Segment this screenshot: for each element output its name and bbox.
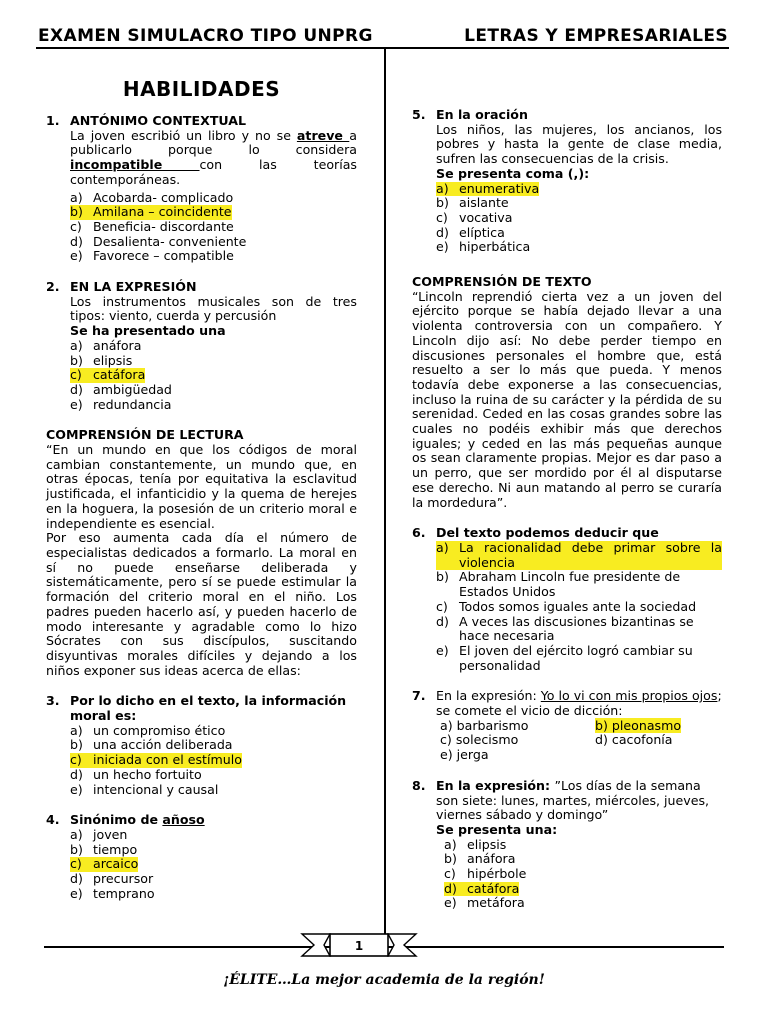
- reading-passage-2: [412, 275, 722, 510]
- underlined-word: añoso: [162, 812, 205, 828]
- question-number: 4.: [46, 812, 60, 828]
- question-5: [412, 108, 722, 255]
- option: d) precursor: [70, 871, 154, 887]
- footer-slogan: ¡ÉLITE…La mejor academia de la región!: [223, 972, 545, 988]
- option: e) redundancia: [70, 396, 172, 412]
- option: b) tiempo: [70, 841, 138, 857]
- question-number: 1.: [46, 113, 60, 128]
- left-column: [46, 72, 357, 917]
- question-1: [46, 114, 357, 264]
- right-column: [412, 108, 722, 927]
- option: b) una acción deliberada: [70, 737, 233, 753]
- option-correct: d) catáfora: [444, 880, 520, 896]
- question-prompt: Se ha presentado una: [70, 323, 226, 339]
- option-correct: c) arcaico: [70, 856, 139, 872]
- option: c) Todos somos iguales ante la sociedad: [436, 598, 697, 614]
- question-3: [46, 694, 357, 797]
- question-prompt: Se presenta coma (,):: [436, 165, 590, 181]
- option: d) elíptica: [436, 224, 505, 240]
- question-title: Sinónimo de añoso: [70, 812, 205, 828]
- section-title: HABILIDADES: [122, 77, 281, 101]
- question-4: [46, 813, 357, 901]
- underlined-word: incompatible: [70, 157, 200, 173]
- option: c) hipérbole: [444, 866, 527, 882]
- question-number: 5.: [412, 107, 426, 122]
- question-8: [412, 779, 722, 911]
- option: e) temprano: [70, 885, 155, 901]
- option: d) Desalienta- conveniente: [70, 233, 247, 249]
- page-number-badge: [300, 932, 418, 958]
- option: c) vocativa: [436, 209, 513, 225]
- option-correct: b) pleonasmo: [595, 717, 682, 733]
- question-title: Por lo dicho en el texto, la información moral es:: [70, 693, 347, 724]
- question-6: [412, 526, 722, 673]
- option: c) solecismo: [440, 732, 519, 748]
- question-prompt: Se presenta una:: [436, 821, 558, 837]
- option: a) anáfora: [70, 337, 142, 353]
- area-title: LETRAS Y EMPRESARIALES: [464, 26, 728, 46]
- page-number: 1: [354, 939, 364, 953]
- question-number: 2.: [46, 279, 60, 295]
- option: e) Favorece – compatible: [70, 248, 234, 264]
- question-title: ANTÓNIMO CONTEXTUAL: [70, 113, 247, 128]
- question-text: La joven escribió un libro y no se atreve a publicarlo porque lo considera incompatible con las teorías contemporáneas.: [70, 127, 358, 187]
- reading-title: COMPRENSIÓN DE LECTURA: [46, 427, 244, 443]
- question-title: EN LA EXPRESIÓN: [70, 279, 197, 295]
- reading-paragraph: Por eso aumenta cada día el número de especialistas dedicados a formarlo. La moral en sí no puede enseñarse deliberada y sistemáticamente, pero sí se puede estimular la formación del criterio moral en el niño. Los padres pueden hacerlo así, y pueden hacerlo de modo interesante y agradable como lo hizo Sócrates con sus discípulos, suscitando disyuntivas morales difíciles y dejando a los niños exponer sus ideas acerca de ellas:: [46, 530, 357, 678]
- option: b) anáfora: [444, 851, 516, 867]
- option: c) Beneficia- discordante: [70, 218, 234, 234]
- option: b) aislante: [436, 195, 509, 211]
- option: b) elipsis: [70, 352, 133, 368]
- header-rule: [36, 47, 729, 49]
- exam-title: EXAMEN SIMULACRO TIPO UNPRG: [38, 26, 373, 46]
- underlined-word: atreve: [296, 127, 350, 143]
- question-7: [412, 689, 722, 763]
- reading-paragraph: “Lincoln reprendió cierta vez a un joven del ejército porque se había dejado llevar a una violenta controversia con un compañero. Y Lincoln dijo así: No debe perder tiempo en discusiones personales el hombre que, está resuelto a ser lo más que pueda. Y menos todavía debe exponerse a las consecuencias, incluso la ruina de su carácter y la pérdida de su serenidad. Ceded en las cosas grandes sobre las cuales no podéis exhibir más que derechos iguales; y ceded en las más pequeñas aunque os sean claramente propias. Mejor es dar paso a un perro, que ser mordido por él al disputarse ese derecho. Ni aun matando al perro se curaría la mordedura”.: [412, 288, 722, 510]
- option: d) un hecho fortuito: [70, 766, 202, 782]
- option: e) jerga: [440, 747, 489, 763]
- option-correct: a) enumerativa: [436, 180, 540, 196]
- option-correct: a) La racionalidad debe primar sobre la violencia: [436, 539, 722, 570]
- question-title: En la oración: [436, 107, 528, 122]
- option-correct: c) catáfora: [70, 367, 146, 383]
- question-title: En la expresión: Yo lo vi con mis propios ojos; se comete el vicio de dicción:: [436, 688, 722, 719]
- question-number: 8.: [412, 777, 426, 793]
- question-text: Los instrumentos musicales son de tres tipos: viento, cuerda y percusión: [70, 293, 357, 324]
- reading-paragraph: “En un mundo en que los códigos de moral cambian constantemente, un mundo que, en otras épocas, tenía por equitativa la esclavitud justificada, el infanticidio y la quema de herejes en la hoguera, la posesión de un criterio moral e independiente es esencial.: [46, 442, 357, 531]
- option: a) barbarismo: [440, 717, 529, 733]
- option: a) Acobarda- complicado: [70, 189, 234, 205]
- option-correct: c) iniciada con el estímulo: [70, 752, 242, 768]
- reading-passage-1: [46, 428, 357, 678]
- option-correct: b) Amilana – coincidente: [70, 204, 232, 220]
- reading-title: COMPRENSIÓN DE TEXTO: [412, 274, 592, 290]
- option: d) A veces las discusiones bizantinas se hace necesaria: [436, 613, 694, 644]
- question-number: 3.: [46, 693, 60, 709]
- option: b) Abraham Lincoln fue presidente de Estados Unidos: [436, 569, 681, 600]
- question-2: [46, 280, 357, 412]
- option: a) un compromiso ético: [70, 722, 226, 738]
- option: e) El joven del ejército logró cambiar su personalidad: [436, 642, 693, 673]
- option: a) elipsis: [444, 836, 507, 852]
- column-divider: [384, 48, 386, 943]
- option: d) cacofonía: [595, 732, 673, 748]
- question-number: 6.: [412, 525, 426, 541]
- option: e) intencional y causal: [70, 781, 219, 797]
- option: e) metáfora: [444, 895, 525, 911]
- question-title: Del texto podemos deducir que: [436, 525, 659, 541]
- option: a) joven: [70, 826, 128, 842]
- option: e) hiperbática: [436, 239, 531, 255]
- option: d) ambigüedad: [70, 381, 172, 397]
- question-number: 7.: [412, 688, 426, 704]
- question-title: En la expresión: ”Los días de la semana son siete: lunes, martes, miércoles, jueves, viernes sábado y domingo”: [436, 777, 710, 823]
- underlined-phrase: Yo lo vi con mis propios ojos: [540, 688, 718, 704]
- question-text: Los niños, las mujeres, los ancianos, los pobres y hasta la gente de clase media, sufren las consecuencias de la crisis.: [436, 121, 722, 167]
